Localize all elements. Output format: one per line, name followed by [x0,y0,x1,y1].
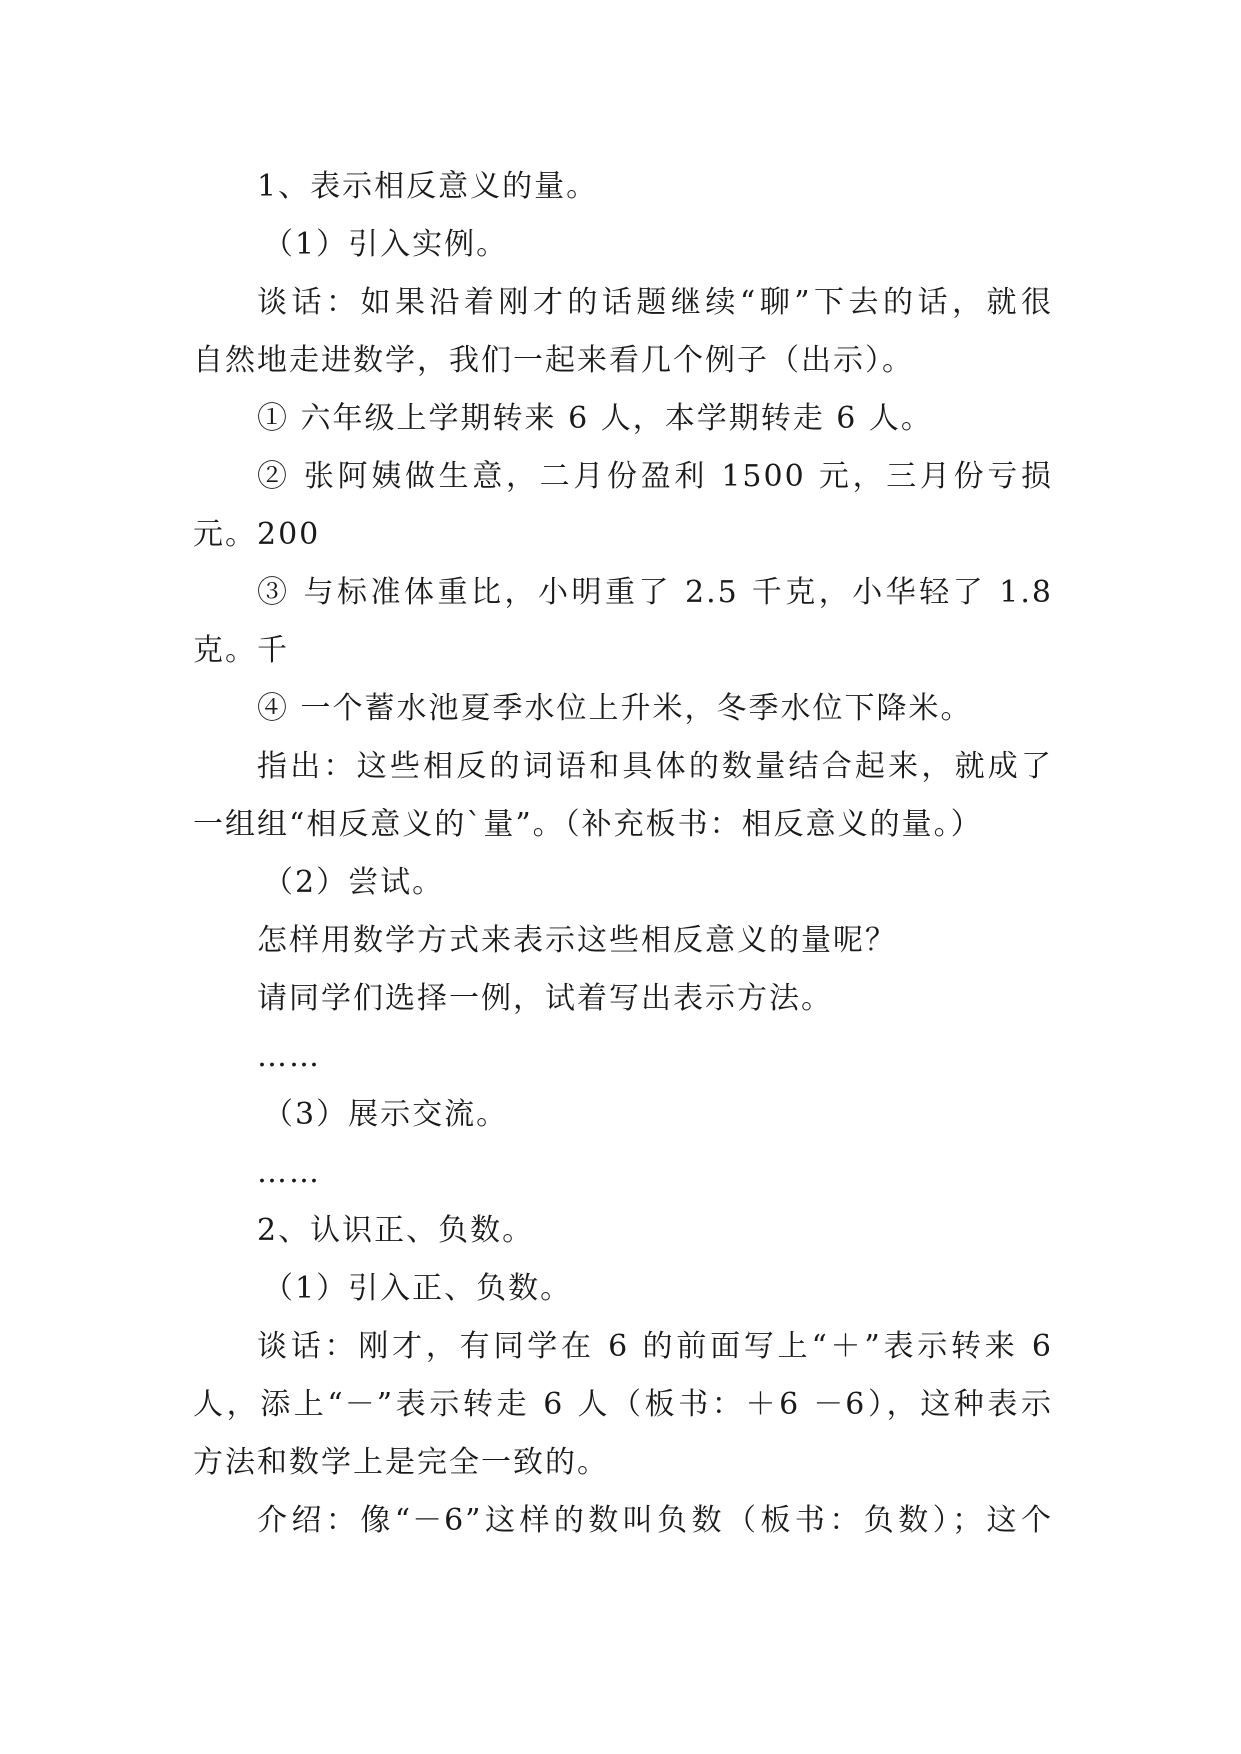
text-line: 指出：这些相反的词语和具体的数量结合起来，就成了 [257,749,1053,784]
text-line: ② 张阿姨做生意，二月份盈利 1500 元，三月份亏损 200 [257,459,1053,552]
text-line: 克。 [193,633,257,668]
text-line: ① 六年级上学期转来 6 人，本学期转走 6 人。 [257,401,933,436]
text-line: （1）引入正、负数。 [263,1271,573,1306]
text-line: 谈话：刚才，有同学在 6 的前面写上“＋”表示转来 6 [257,1329,1053,1364]
text-line: 2、认识正、负数。 [257,1213,535,1248]
text-line: ④ 一个蓄水池夏季水位上升米，冬季水位下降米。 [257,691,973,726]
ellipsis-line: …… [257,1039,321,1074]
text-line: 谈话：如果沿着刚才的话题继续“聊”下去的话，就很 [257,285,1053,320]
text-line: （3）展示交流。 [263,1097,509,1132]
text-line: （2）尝试。 [263,865,445,900]
text-line: 一组组“相反意义的`量”。（补充板书：相反意义的量。） [193,807,983,842]
text-line: 方法和数学上是完全一致的。 [193,1445,609,1480]
text-line: 元。 [193,517,257,552]
text-line: 怎样用数学方式来表示这些相反意义的量呢？ [257,923,897,958]
text-line: 1、表示相反意义的量。 [257,169,599,204]
text-line: 介绍：像“－6”这样的数叫负数（板书：负数）；这个 [257,1503,1053,1538]
text-line: 自然地走进数学，我们一起来看几个例子（出示）。 [193,343,914,378]
text-line: 人，添上“－”表示转走 6 人（板书：＋6 －6），这种表示 [193,1387,1053,1422]
text-line: ③ 与标准体重比，小明重了 2.5 千克，小华轻了 1.8 千 [257,575,1053,668]
text-line: （1）引入实例。 [263,227,509,262]
text-line: 请同学们选择一例，试着写出表示方法。 [257,981,833,1016]
document-body [193,158,1053,1550]
ellipsis-line: …… [257,1155,321,1190]
